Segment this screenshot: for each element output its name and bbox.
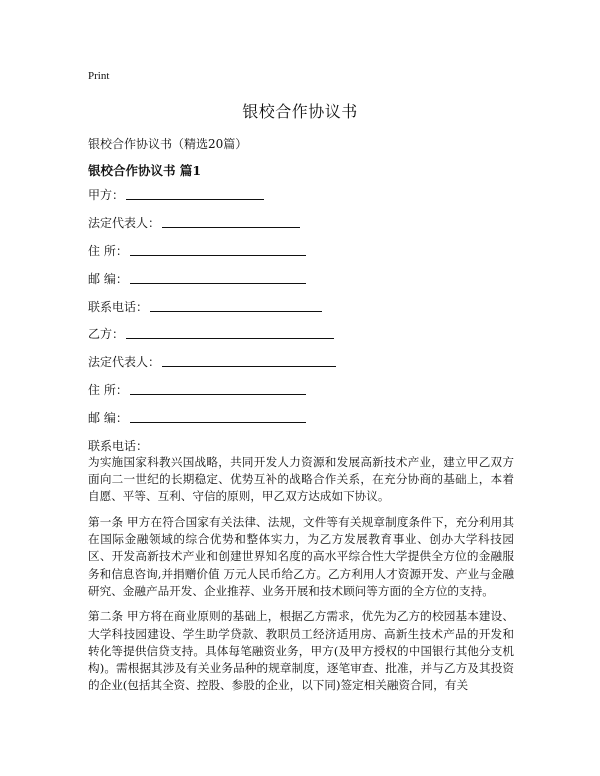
agreement-body [88, 454, 514, 703]
field-label: 法定代表人： [88, 355, 161, 370]
field-label: 乙方： [88, 327, 125, 342]
field-label: 住 所： [88, 243, 128, 258]
party-info-fields [88, 186, 528, 465]
paragraph-article-2: 第二条 甲方将在商业原则的基础上，根据乙方需求，优先为乙方的校园基本建设、大学科技园建设、学生助学贷款、教职员工经济适用房、高新生技术产品的开发和转化等提供信贷支持。具体每笔融资业务，甲方(及甲方授权的中国银行其他分支机构)。需根据其涉及有关业务品种的规章制度，逐笔审查、批准，并与乙方及其投资的企业(包括其全资、控股、参股的企业，以下同)签定相关融资合同，有关 [88, 609, 514, 693]
field-row-party-a-legal-rep [88, 214, 528, 242]
blank-line [130, 381, 306, 395]
blank-line [150, 298, 322, 312]
blank-line [126, 186, 264, 200]
field-row-party-a-address [88, 242, 528, 270]
field-label: 联系电话： [88, 299, 149, 314]
field-row-party-b-address [88, 381, 528, 409]
field-row-party-b-postcode [88, 409, 528, 437]
document-title: 银校合作协议书 [242, 102, 358, 121]
field-label: 法定代表人： [88, 215, 161, 230]
blank-line [130, 242, 306, 256]
blank-line [162, 353, 336, 367]
field-row-party-a-phone [88, 298, 528, 326]
blank-line [162, 214, 300, 228]
field-label: 邮 编： [88, 271, 128, 286]
section-heading: 银校合作协议书 篇1 [88, 163, 202, 178]
paragraph-article-1: 第一条 甲方在符合国家有关法律、法规，文件等有关规章制度条件下，充分利用其在国际金融领域的综合优势和整体实力，为乙方发展教育事业、创办大学科技园区、开发高新技术产业和创建世界知名度的高水平综合性大学提供全方位的金融服务和信息咨询,并捐赠价值 万元人民币给乙方。乙方利用人才资源开发、产业与金融研究、金融产品开发、企业推荐、业务开展和技术顾问等方面的全方位的支持。 [88, 515, 514, 598]
print-label[interactable]: Print [88, 70, 110, 82]
document-subtitle: 银校合作协议书（精选20篇） [88, 137, 248, 151]
blank-line [130, 409, 306, 423]
blank-line [126, 325, 334, 339]
field-row-party-b-legal-rep [88, 353, 528, 381]
field-label: 联系电话： [88, 439, 149, 454]
field-label: 住 所： [88, 383, 128, 398]
blank-line [130, 270, 306, 284]
paragraph-preamble: 为实施国家科教兴国战略，共同开发人力资源和发展高新技术产业，建立甲乙双方面向二一世纪的长期稳定、优势互补的战略合作关系，在充分协商的基础上，本着自愿、平等、互利、守信的原则，甲乙双方达成如下协议。 [88, 455, 514, 504]
field-row-party-a [88, 186, 528, 214]
field-label: 甲方： [88, 188, 125, 202]
field-row-party-b [88, 325, 528, 353]
field-label: 邮 编： [88, 411, 128, 426]
field-row-party-a-postcode [88, 270, 528, 298]
